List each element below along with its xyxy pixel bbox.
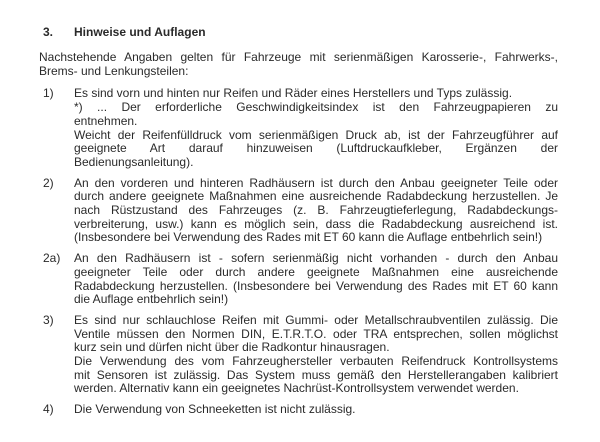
section-title: Hinweise und Auflagen <box>74 25 206 39</box>
text-line: geeigneter Teile oder durch andere geeignete Maßnahmen eine ausreichende <box>74 264 558 279</box>
item-body <box>74 252 558 307</box>
text-line: (Insbesondere bei Verwendung des Rades mit ET 60 kann die Auflage entbehrlich sein!) <box>74 230 543 245</box>
text-line: mit Sensoren ist zulässig. Das System muss gemäß den Herstellerangaben kalibriert <box>74 367 558 382</box>
text-line: werden. Alternativ kann ein geeignetes Nachrüst-Kontrollsystem verwendet werden. <box>74 381 519 396</box>
text-line: An den Radhäusern ist - sofern serienmäßig nicht vorhanden - durch den Anbau <box>74 251 558 266</box>
text-line: entnehmen. <box>74 113 138 128</box>
section-number: 3. <box>43 25 54 39</box>
text-line: verbreiterung, usw.) kann es möglich sein, dass die Radabdeckung ausreichend ist. <box>74 216 558 231</box>
item-number: 3) <box>43 312 54 327</box>
item-body <box>74 403 558 417</box>
list-item-3 <box>43 314 558 396</box>
list-item-4 <box>43 403 558 417</box>
text-line: kurz sein und dürfen nicht über die Radkontur hinausragen. <box>74 340 390 355</box>
item-body <box>74 87 558 169</box>
text-line: Die Verwendung des vom Fahrzeughersteller verbauten Reifendruck Kontrollsystems <box>74 354 558 369</box>
text-line: Bedienungsanleitung). <box>74 154 194 169</box>
intro-paragraph <box>39 51 558 78</box>
text-line: geeignete Art darauf hinzuweisen (Luftdruckaufkleber, Ergänzen der <box>74 141 558 156</box>
text-line: durch andere geeignete Maßnahmen eine ausreichende Radabdeckung herzustellen. Je <box>74 189 558 204</box>
list-item-2 <box>43 177 558 246</box>
text-line: Es sind vorn und hinten nur Reifen und Räder eines Herstellers und Typs zulässig. <box>74 86 513 101</box>
text-line: nach Rüstzustand des Fahrzeuges (z. B. Fahrzeugtieferlegung, Radabdeckungs- <box>74 203 558 218</box>
text-line: Weicht der Reifenfülldruck vom serienmäßigen Druck ab, ist der Fahrzeugführer auf <box>74 127 558 142</box>
item-number: 2a) <box>43 251 61 266</box>
text-line: die Auflage entbehrlich sein!) <box>74 292 229 307</box>
item-number: 4) <box>43 402 54 417</box>
text-line: Die Verwendung von Schneeketten ist nicht zulässig. <box>74 402 356 417</box>
item-number: 2) <box>43 175 54 190</box>
item-body <box>74 177 558 246</box>
text-line: *) ... Der erforderliche Geschwindigkeitsindex ist den Fahrzeugpapieren zu <box>74 100 558 115</box>
items-list <box>39 87 558 416</box>
item-number: 1) <box>43 86 54 101</box>
text-line: Radabdeckung herzustellen. (Insbesondere bei Verwendung des Rades mit ET 60 kann <box>74 278 558 293</box>
list-item-2a <box>43 252 558 307</box>
intro-line: Brems- und Lenkungsteilen: <box>39 63 189 78</box>
section-heading <box>43 25 558 39</box>
text-line: Es sind nur schlauchlose Reifen mit Gummi- oder Metallschraubventilen zulässig. Die <box>74 312 558 327</box>
item-body <box>74 314 558 396</box>
text-line: Ventile müssen den Normen DIN, E.T.R.T.O. oder TRA entsprechen, sollen möglichst <box>74 326 558 341</box>
text-line: An den vorderen und hinteren Radhäusern ist durch den Anbau geeigneter Teile oder <box>74 175 558 190</box>
intro-line: Nachstehende Angaben gelten für Fahrzeuge mit serienmäßigen Karosserie-, Fahrwerks-, <box>39 50 558 64</box>
list-item-1 <box>43 87 558 169</box>
